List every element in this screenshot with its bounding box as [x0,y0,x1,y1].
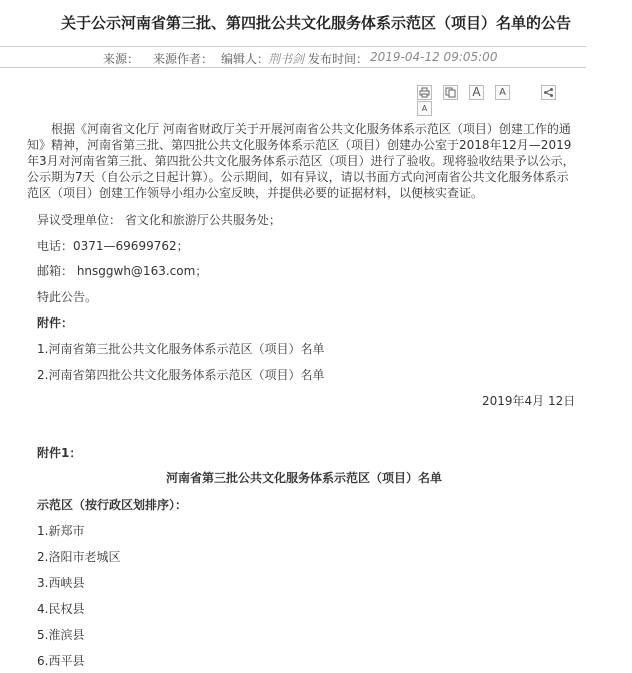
notice-line: 特此公告。 [37,290,98,304]
source-label: 来源： [103,52,140,66]
meta-bottom-divider [0,67,586,68]
email-line: 邮箱： hnsggwh@163.com； [37,264,208,278]
publish-value: 2019-04-12 09:05:00 [370,50,498,64]
notice-date: 2019年4月 12日 [482,394,576,408]
author-label: 来源作者： [153,52,214,66]
list-item: 6.西平县 [37,654,85,668]
attachment-link-1[interactable]: 1.河南省第三批公共文化服务体系示范区（项目）名单 [37,342,325,356]
copy-icon[interactable] [443,85,458,100]
attachment-link-2[interactable]: 2.河南省第四批公共文化服务体系示范区（项目）名单 [37,368,325,382]
list-subtitle: 示范区（按行政区划排序）： [37,498,188,512]
list-item: 2.洛阳市老城区 [37,550,121,564]
share-icon[interactable] [541,85,556,100]
objection-unit: 异议受理单位： 省文化和旅游厅公共服务处； [37,213,281,227]
article-title: 关于公示河南省第三批、第四批公共文化服务体系示范区（项目）名单的公告 [60,14,571,32]
font-large-button[interactable]: A [469,85,484,100]
print-icon[interactable] [417,85,432,100]
meta-top-divider [0,46,586,47]
intro-paragraph: 根据《河南省文化厅 河南省财政厅关于开展河南省公共文化服务体系示范区（项目）创建工作的通知》精神，河南省第三批、第四批公共文化服务体系示范区（项目）创建办公室于2018年12月—2019年3月对河南省第三批、第四批公共文化服务体系示范区（项目）进行了验收。现将验收结果予以公示，公示期为7天（自公示之日起计算）。公示期间，如有异议，请以书面方式向河南省公共文化服务体系示范区（项目）创建工作领导小组办公室反映，并提供必要的证据材料，以便核实查证。 [27,122,575,200]
list-item: 5.淮滨县 [37,628,85,642]
font-medium-button[interactable]: A [495,85,510,100]
attachment1-heading: 附件1： [37,446,82,460]
editor-value: 荆书剑 [268,52,305,66]
list-item: 1.新郑市 [37,524,85,538]
list-title: 河南省第三批公共文化服务体系示范区（项目）名单 [165,471,442,485]
article-meta [0,50,586,66]
font-small-button[interactable]: A [417,101,432,116]
attachments-heading: 附件： [37,316,74,330]
phone-line: 电话：0371—69699762； [37,239,189,253]
publish-label: 发布时间： [308,52,369,66]
list-item: 4.民权县 [37,602,85,616]
editor-label: 编辑人： [221,52,270,66]
list-item: 3.西峡县 [37,576,85,590]
